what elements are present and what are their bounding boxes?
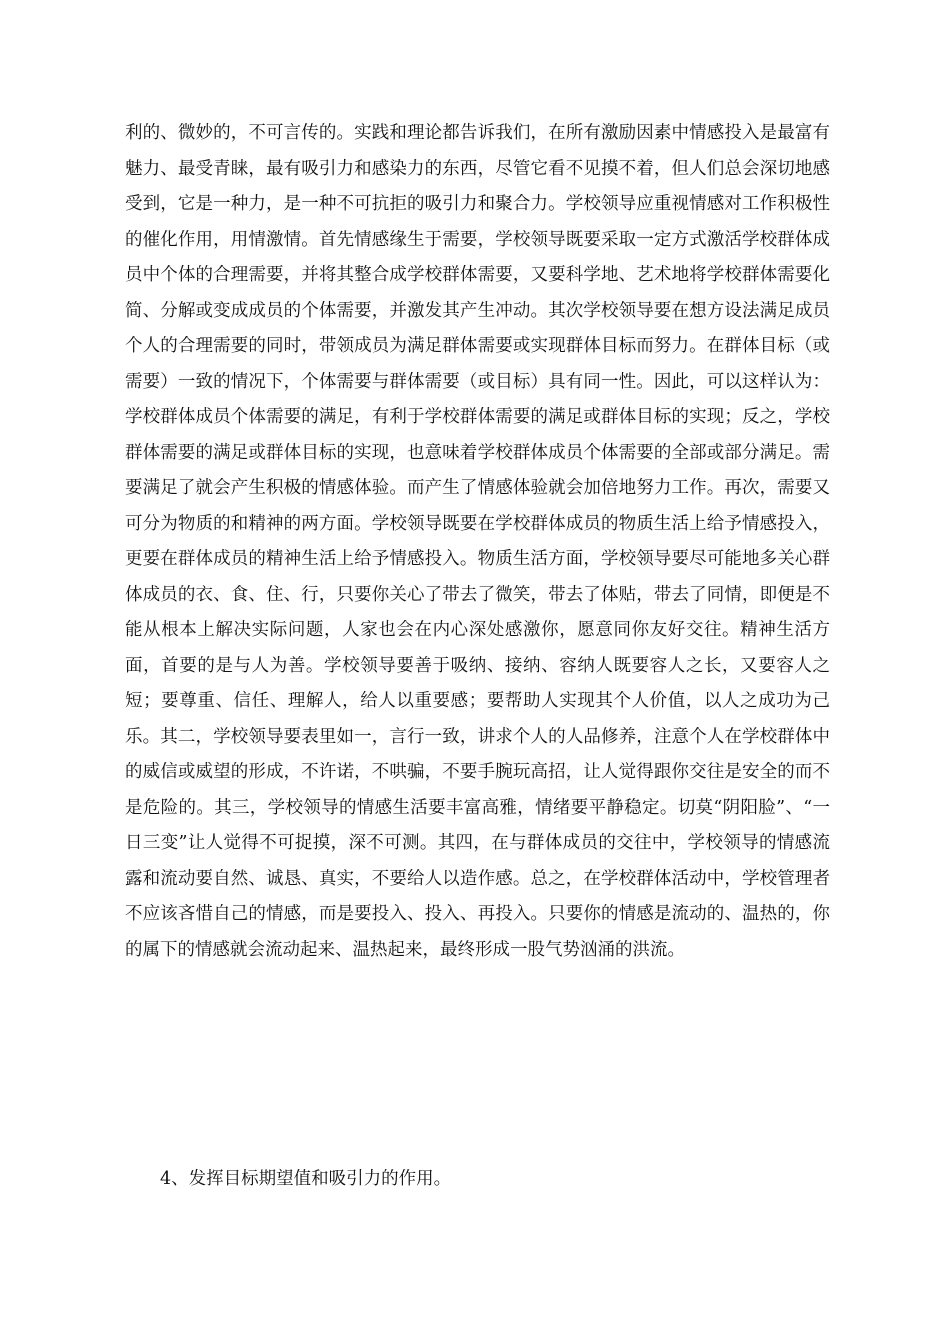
- body-paragraph: 利的、微妙的，不可言传的。实践和理论都告诉我们，在所有激励因素中情感投入是最富有魅力、最受青睐，最有吸引力和感染力的东西，尽管它看不见摸不着，但人们总会深切地感受到，它是一种力，是一种不可抗拒的吸引力和聚合力。学校领导应重视情感对工作积极性的催化作用，用情激情。首先情感缘生于需要，学校领导既要采取一定方式激活学校群体成员中个体的合理需要，并将其整合成学校群体需要，又要科学地、艺术地将学校群体需要化简、分解或变成成员的个体需要，并激发其产生冲动。其次学校领导要在想方设法满足成员个人的合理需要的同时，带领成员为满足群体需要或实现群体目标而努力。在群体目标（或需要）一致的情况下，个体需要与群体需要（或目标）具有同一性。因此，可以这样认为：学校群体成员个体需要的满足，有利于学校群体需要的满足或群体目标的实现；反之，学校群体需要的满足或群体目标的实现，也意味着学校群体成员个体需要的全部或部分满足。需要满足了就会产生积极的情感体验。而产生了情感体验就会加倍地努力工作。再次，需要又可分为物质的和精神的两方面。学校领导既要在学校群体成员的物质生活上给予情感投入，更要在群体成员的精神生活上给予情感投入。物质生活方面，学校领导要尽可能地多关心群体成员的衣、食、住、行，只要你关心了带去了微笑，带去了体贴，带去了同情，即便是不能从根本上解决实际问题，人家也会在内心深处感激你，愿意同你友好交往。精神生活方面，首要的是与人为善。学校领导要善于吸纳、接纳、容纳人既要容人之长，又要容人之短；要尊重、信任、理解人，给人以重要感；要帮助人实现其个人价值，以人之成功为己乐。其二，学校领导要表里如一，言行一致，讲求个人的人品修养，注意个人在学校群体中的威信或威望的形成，不许诺，不哄骗，不要手腕玩高招，让人觉得跟你交往是安全的而不是危险的。其三，学校领导的情感生活要丰富高雅，情绪要平静稳定。切莫“阴阳脸”、“一日三变”让人觉得不可捉摸，深不可测。其四，在与群体成员的交往中，学校领导的情感流露和流动要自然、诚恳、真实，不要给人以造作感。总之，在学校群体活动中，学校管理者不应该吝惜自己的情感，而是要投入、投入、再投入。只要你的情感是流动的、温热的，你的属下的情感就会流动起来、温热起来，最终形成一股气势汹涌的洪流。: [125, 123, 830, 960]
- section-heading: 4、发挥目标期望值和吸引力的作用。: [160, 1169, 452, 1189]
